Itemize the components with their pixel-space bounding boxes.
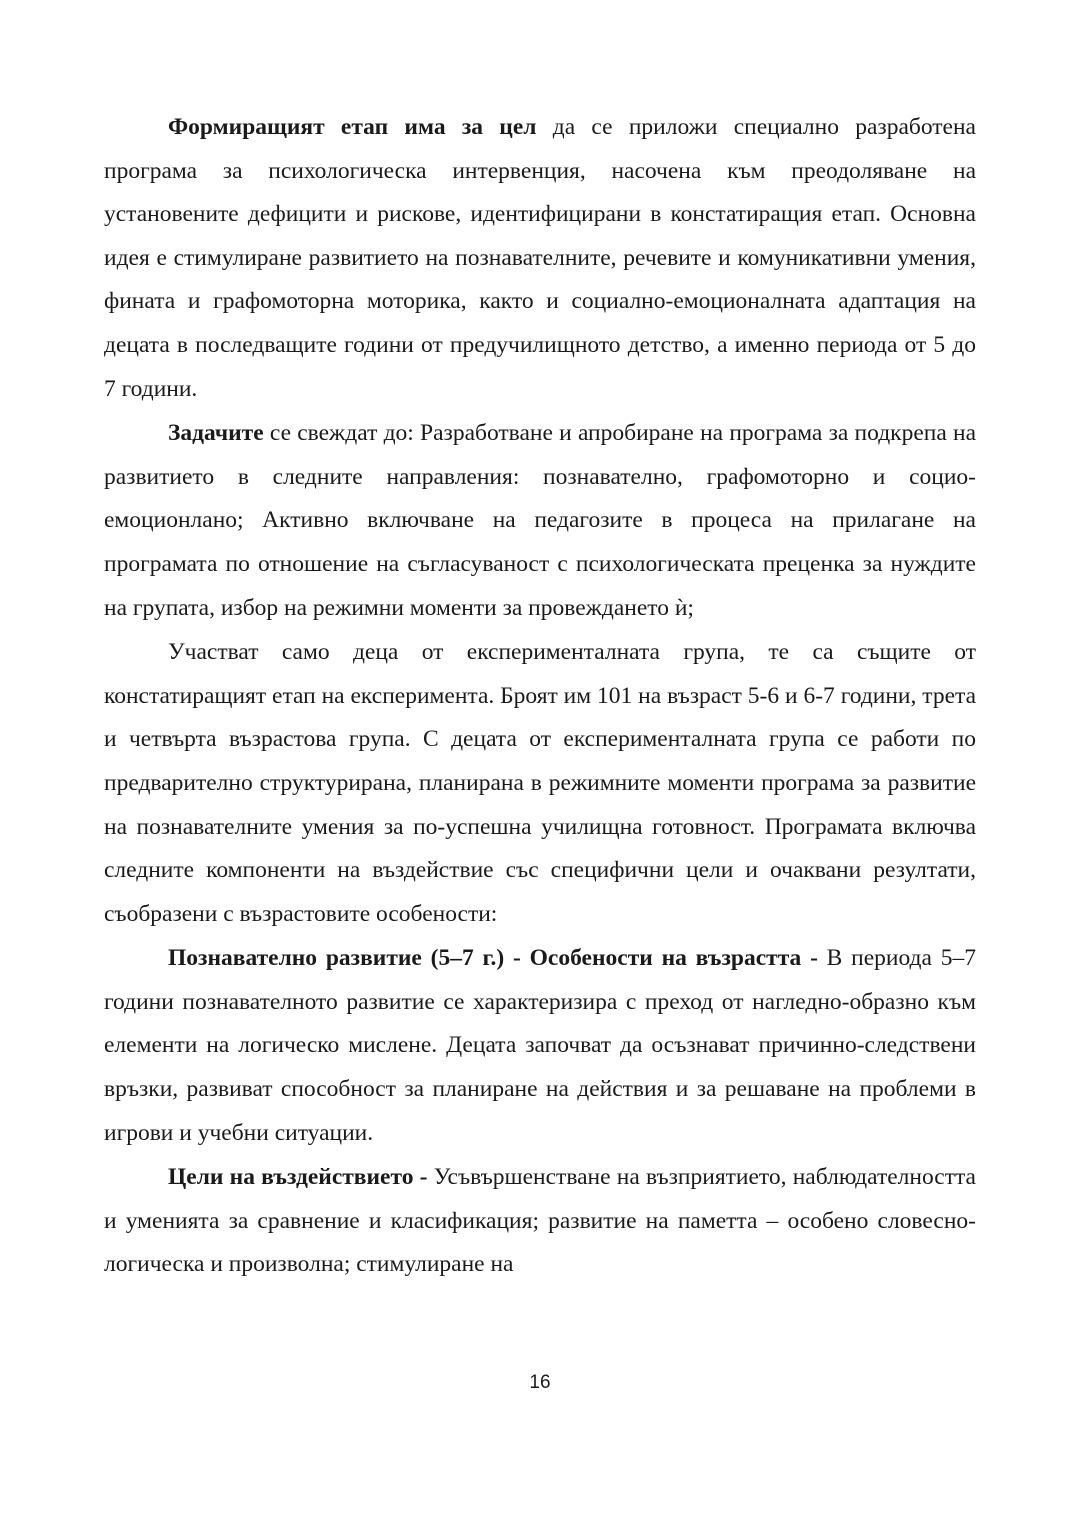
paragraph-cognitive-development bbox=[104, 937, 976, 1155]
paragraph-lead: Цели на въздействието - bbox=[168, 1164, 428, 1191]
paragraph-formative-stage bbox=[104, 106, 976, 411]
paragraph-lead: Формиращият етап има за цел bbox=[168, 114, 537, 140]
paragraph-text: Участват само деца от експерименталната група, те са същите от констатиращият етап на експеримента. Броят им 101 на възраст 5-6 и 6-7 години, трета и четвърта възрастова група. С децата от експерименталната група се работи по предварително структурирана, планирана в режимните моменти програма за развитие на познавателните умения за по-успешна училищна готовност. Програмата включва следните компоненти на въздействие със специфични цели и очаквани резултати, съобразени с възрастовите особености: bbox=[104, 639, 976, 927]
paragraph-text: Усъвършенстване на възприятието, наблюдателността и уменията за сравнение и класификация; развитие на паметта – особено словесно-логическа и произволна; стимулиране на bbox=[104, 1164, 976, 1278]
paragraph-tasks bbox=[104, 412, 976, 630]
paragraph-lead: Задачите bbox=[168, 420, 264, 447]
page-number: 16 bbox=[529, 1372, 551, 1393]
paragraph-lead: Познавателно развитие (5–7 г.) - Особености на възрастта - bbox=[168, 945, 818, 972]
paragraph-text: се свеждат до: Разработване и апробиране на програма за подкрепа на развитието в следните направления: познавателно, графомоторно и социо-емоционлано; Активно включване на педагозите в процеса на прилагане на програмата по отношение на съгласуваност с психологическата преценка за нуждите на групата, избор на режимни моменти за провеждането ѝ; bbox=[104, 420, 976, 621]
document-body bbox=[104, 106, 976, 1287]
paragraph-participants bbox=[104, 631, 976, 936]
paragraph-text: В периода 5–7 години познавателното развитие се характеризира с преход от нагледно-образно към елементи на логическо мислене. Децата започват да осъзнават причинно-следствени връзки, развиват способност за планиране на действия и за решаване на проблеми в игрови и учебни ситуации. bbox=[104, 945, 976, 1146]
paragraph-text: да се приложи специално разработена програма за психологическа интервенция, насочена към преодоляване на установените дефицити и рискове, идентифицирани в констатиращия етап. Основна идея е стимулиране развитието на познавателните, речевите и комуникативни умения, фината и графомоторна моторика, както и социално-емоционалната адаптация на децата в последващите години от предучилищното детство, а именно периода от 5 до 7 години. bbox=[104, 114, 976, 402]
paragraph-impact-goals bbox=[104, 1156, 976, 1287]
